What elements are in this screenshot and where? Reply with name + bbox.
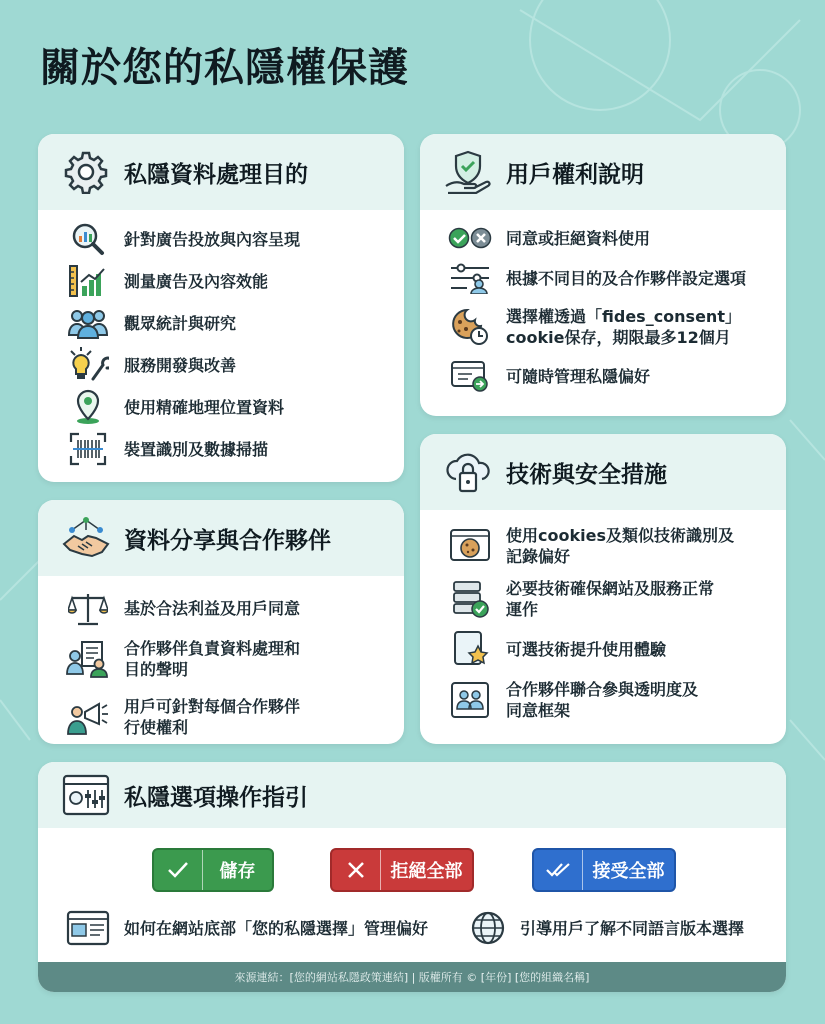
guide-hint-label: 如何在網站底部「您的私隱選擇」管理偏好 — [124, 918, 429, 938]
sharing-title: 資料分享與合作夥伴 — [124, 527, 331, 554]
sharing-item — [66, 586, 384, 630]
rights-label: 選擇權透過「fides_consent」 cookie保存，期限最多12個月 — [506, 307, 741, 347]
security-item — [448, 572, 766, 626]
purpose-item — [66, 218, 384, 260]
security-label: 必要技術確保網站及服務正常 運作 — [506, 579, 715, 619]
security-item — [448, 626, 766, 672]
rights-item — [448, 298, 766, 356]
purpose-item — [66, 344, 384, 386]
security-card — [420, 434, 786, 744]
accept-all-button[interactable] — [532, 848, 676, 892]
guide-hint — [466, 908, 744, 948]
purpose-item — [66, 302, 384, 344]
purpose-label: 裝置識別及數據掃描 — [124, 439, 269, 459]
rights-card — [420, 134, 786, 416]
close-icon — [332, 850, 381, 890]
browser-footer-icon — [66, 910, 110, 946]
purpose-item — [66, 260, 384, 302]
gear-icon — [62, 148, 110, 196]
purpose-label: 使用精確地理位置資料 — [124, 397, 285, 417]
security-item — [448, 520, 766, 572]
sharing-item — [66, 630, 384, 688]
security-label: 可選技術提升使用體驗 — [506, 639, 667, 659]
security-label: 合作夥伴聯合參與透明度及 同意框架 — [506, 680, 699, 720]
group-frame-icon — [448, 682, 492, 718]
sharing-label: 合作夥伴負責資料處理和 目的聲明 — [124, 639, 301, 679]
rights-header — [420, 134, 786, 210]
guide-header — [38, 762, 786, 828]
rights-title: 用戶權利說明 — [506, 161, 644, 188]
purpose-label: 服務開發與改善 — [124, 355, 237, 375]
cloud-lock-icon — [444, 448, 492, 496]
check-icon — [154, 850, 203, 890]
purposes-header — [38, 134, 404, 210]
security-title: 技術與安全措施 — [506, 461, 667, 488]
reject-all-button-label: 拒絕全部 — [390, 861, 463, 882]
sharing-header — [38, 500, 404, 576]
purpose-item — [66, 386, 384, 428]
check-cross-icon — [448, 220, 492, 256]
guide-title: 私隱選項操作指引 — [124, 784, 308, 811]
purpose-label: 針對廣告投放與內容呈現 — [124, 229, 301, 249]
sharing-item — [66, 688, 384, 744]
rights-label: 同意或拒絕資料使用 — [506, 228, 651, 248]
megaphone-user-icon — [66, 699, 110, 735]
security-header — [420, 434, 786, 510]
sharing-label: 基於合法利益及用戶同意 — [124, 598, 301, 618]
purposes-title: 私隱資料處理目的 — [124, 161, 308, 188]
sliders-user-icon — [448, 260, 492, 296]
guide-hint-label: 引導用戶了解不同語言版本選擇 — [520, 918, 745, 938]
reject-all-button[interactable] — [330, 848, 474, 892]
purpose-label: 測量廣告及內容效能 — [124, 271, 269, 291]
rights-item — [448, 258, 766, 298]
page-title: 關於您的私隱權保護 — [40, 45, 409, 91]
double-check-icon — [534, 850, 583, 890]
purpose-label: 觀眾統計與研究 — [124, 313, 237, 333]
cookie-clock-icon — [448, 309, 492, 345]
save-button[interactable] — [152, 848, 274, 892]
magnifier-chart-icon — [66, 221, 110, 257]
footer-source: 來源連結：[您的網站私隱政策連結] | 版權所有 © [年份] [您的組織名稱] — [38, 962, 786, 992]
purpose-item — [66, 428, 384, 470]
shield-hand-icon — [444, 148, 492, 196]
accept-all-button-label: 接受全部 — [592, 861, 665, 882]
lightbulb-wrench-icon — [66, 347, 110, 383]
scales-icon — [66, 590, 110, 626]
people-group-icon — [66, 305, 110, 341]
browser-settings-icon — [448, 358, 492, 394]
ruler-chart-icon — [66, 263, 110, 299]
sharing-label: 用戶可針對每個合作夥伴 行使權利 — [124, 697, 301, 737]
save-button-label: 儲存 — [219, 861, 256, 882]
sharing-card — [38, 500, 404, 744]
tablet-star-icon — [448, 631, 492, 667]
server-check-icon — [448, 581, 492, 617]
guide-hint — [66, 908, 428, 948]
people-document-icon — [66, 641, 110, 677]
rights-item — [448, 356, 766, 396]
security-item — [448, 672, 766, 728]
security-label: 使用cookies及類似技術識別及 記錄偏好 — [506, 526, 734, 566]
rights-item — [448, 218, 766, 258]
location-pin-icon — [66, 389, 110, 425]
handshake-network-icon — [62, 514, 110, 562]
rights-label: 可隨時管理私隱偏好 — [506, 366, 651, 386]
browser-sliders-icon — [62, 771, 110, 819]
barcode-scan-icon — [66, 431, 110, 467]
purposes-card — [38, 134, 404, 482]
browser-cookie-icon — [448, 528, 492, 564]
globe-icon — [466, 910, 510, 946]
rights-label: 根據不同目的及合作夥伴設定選項 — [506, 268, 747, 288]
